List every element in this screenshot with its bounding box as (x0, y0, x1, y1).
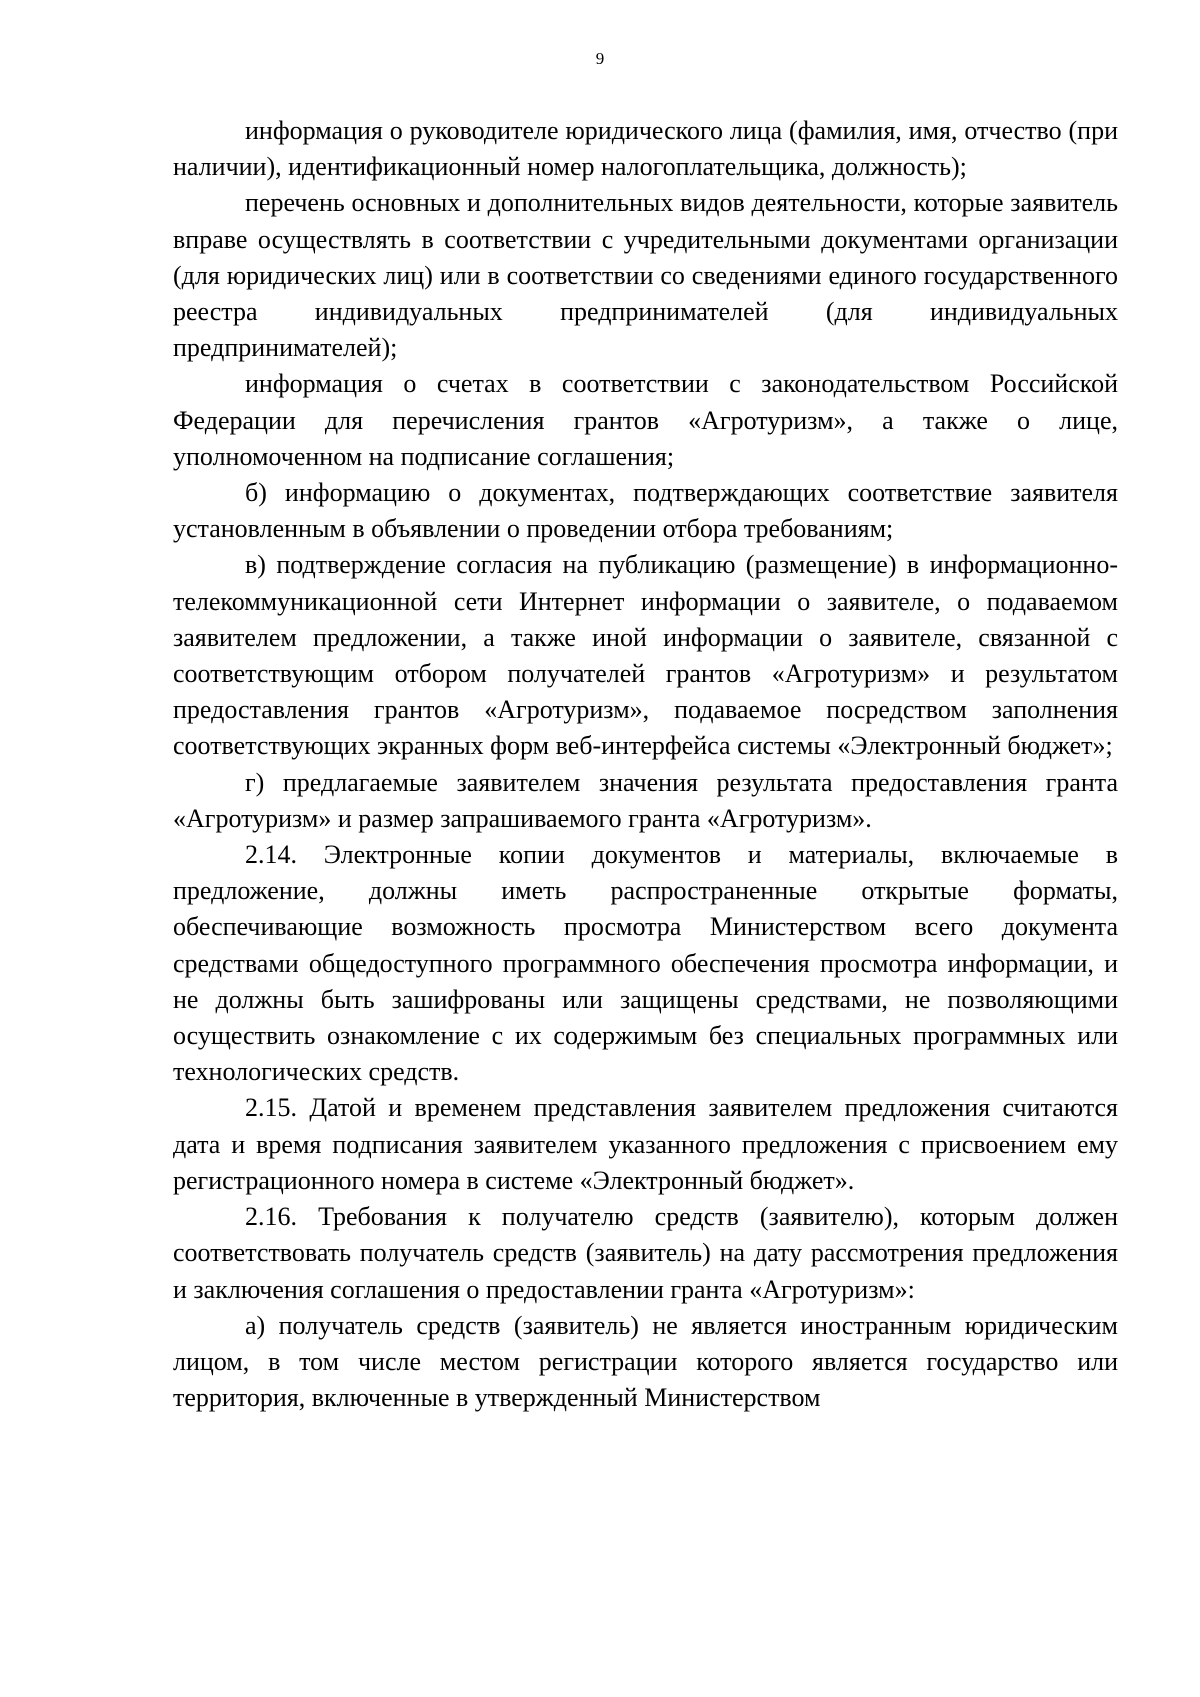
paragraph-item-v: в) подтверждение согласия на публикацию (размещение) в информационно-телекоммуникационной сети Интернет информации о заявителе, о подаваемом заявителем предложении, а также иной информации о заявителе, связанной с соответствующим отбором получателей грантов «Агротуризм» и результатом предоставления грантов «Агротуризм», подаваемое посредством заполнения соответствующих экранных форм веб-интерфейса системы «Электронный бюджет»; (173, 550, 1118, 761)
paragraph-2-15: 2.15. Датой и временем представления заявителем предложения считаются дата и время подписания заявителем указанного предложения с присвоением ему регистрационного номера в системе «Электронный бюджет». (173, 1093, 1118, 1195)
paragraph-item-a: а) получатель средств (заявитель) не является иностранным юридическим лицом, в том числе местом регистрации которого является государство или территория, включенные в утвержденный Министерством (173, 1310, 1118, 1413)
paragraph-2-14: 2.14. Электронные копии документов и материалы, включаемые в предложение, должны иметь распространенные открытые форматы, обеспечивающие возможность просмотра Министерством всего документа средствами общедоступного программного обеспечения просмотра информации, и не должны быть зашифрованы или защищены средствами, не позволяющими осуществить ознакомление с их содержимым без специальных программных или технологических средств. (173, 840, 1118, 1087)
paragraph-2-16: 2.16. Требования к получателю средств (заявителю), которым должен соответствовать получатель средств (заявитель) на дату рассмотрения предложения и заключения соглашения о предоставлении гранта «Агротуризм»: (173, 1202, 1118, 1304)
paragraph-item-b: б) информацию о документах, подтверждающих соответствие заявителя установленным в объявлении о проведении отбора требованиям; (173, 478, 1118, 544)
paragraph-item-g: г) предлагаемые заявителем значения результата предоставления гранта «Агротуризм» и размер запрашиваемого гранта «Агротуризм». (173, 767, 1118, 833)
paragraph-activities-list: перечень основных и дополнительных видов деятельности, которые заявитель вправе осуществлять в соответствии с учредительными документами организации (для юридических лиц) или в соответствии со сведениями единого государственного реестра индивидуальных предпринимателей (для индивидуальных предпринимателей); (173, 188, 1118, 363)
document-body (173, 113, 1118, 1416)
paragraph-head-info: информация о руководителе юридического лица (фамилия, имя, отчество (при наличии), идентификационный номер налогоплательщика, должность); (173, 116, 1118, 182)
paragraph-accounts-info: информация о счетах в соответствии с законодательством Российской Федерации для перечисления грантов «Агротуризм», а также о лице, уполномоченном на подписание соглашения; (173, 369, 1118, 471)
page-number: 9 (595, 49, 605, 68)
